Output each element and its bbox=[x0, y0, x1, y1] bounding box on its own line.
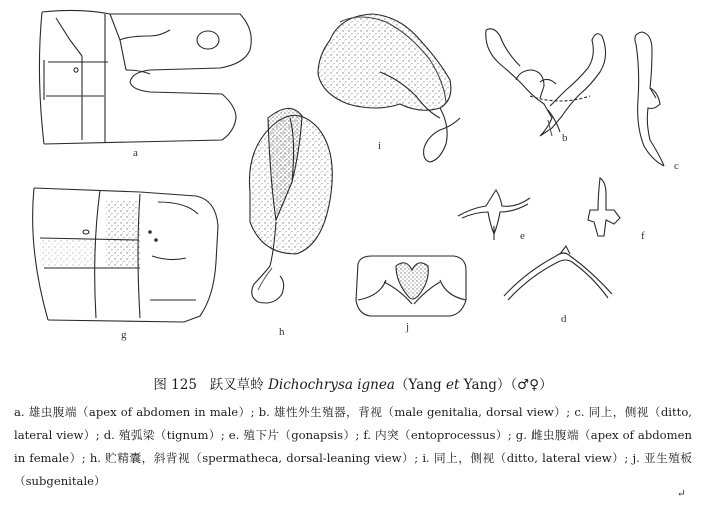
drawing-c-male-genitalia-lateral bbox=[635, 32, 664, 166]
species-scientific-name: Dichochrysa ignea bbox=[268, 377, 395, 393]
label-g: g bbox=[121, 329, 127, 341]
label-j: j bbox=[406, 321, 410, 333]
label-b: b bbox=[562, 132, 568, 144]
figure-caption-title bbox=[0, 373, 706, 393]
drawing-j-subgenitale bbox=[356, 256, 466, 316]
label-e: e bbox=[520, 230, 525, 242]
label-i: i bbox=[378, 140, 382, 152]
label-f: f bbox=[641, 230, 645, 242]
drawing-g-female-abdomen-apex bbox=[33, 188, 218, 322]
drawing-f-entoprocessus bbox=[588, 178, 620, 236]
label-a: a bbox=[133, 147, 138, 159]
authors-et: et bbox=[445, 377, 460, 393]
figure-legend: a. 雄虫腹端（apex of abdomen in male）; b. 雄性外生殖器，背视（male genitalia, dorsal view）; c. 同上，侧视（ditto, lateral view）; d. 殖弧梁（tignum）; e. 殖下片（gonapsis）; f. 内突（entoprocessus）; g. 雌虫腹端（apex of abdomen in female）; h. 贮精囊，斜背视（spermatheca, dorsal-leaning view）; i. 同上，侧视（ditto, lateral view）; j. 亚生殖板（subgenitale） bbox=[14, 405, 692, 488]
figure-number: 图 125 bbox=[153, 377, 197, 393]
drawing-a-male-abdomen-apex bbox=[39, 10, 251, 144]
label-c: c bbox=[674, 160, 679, 172]
label-h: h bbox=[279, 326, 285, 338]
drawing-d-tignum bbox=[504, 246, 612, 300]
drawing-h-spermatheca bbox=[249, 108, 332, 303]
authors-pre: （Yang bbox=[394, 377, 446, 393]
drawing-i-spermatheca-lateral bbox=[318, 14, 460, 162]
paragraph-return-mark: ↵ bbox=[676, 487, 686, 500]
drawing-b-male-genitalia-dorsal bbox=[486, 29, 606, 136]
authors-post: Yang）（♂♀） bbox=[459, 377, 553, 393]
label-d: d bbox=[561, 313, 567, 325]
species-chinese-name: 跃叉草蛉 bbox=[209, 377, 264, 393]
